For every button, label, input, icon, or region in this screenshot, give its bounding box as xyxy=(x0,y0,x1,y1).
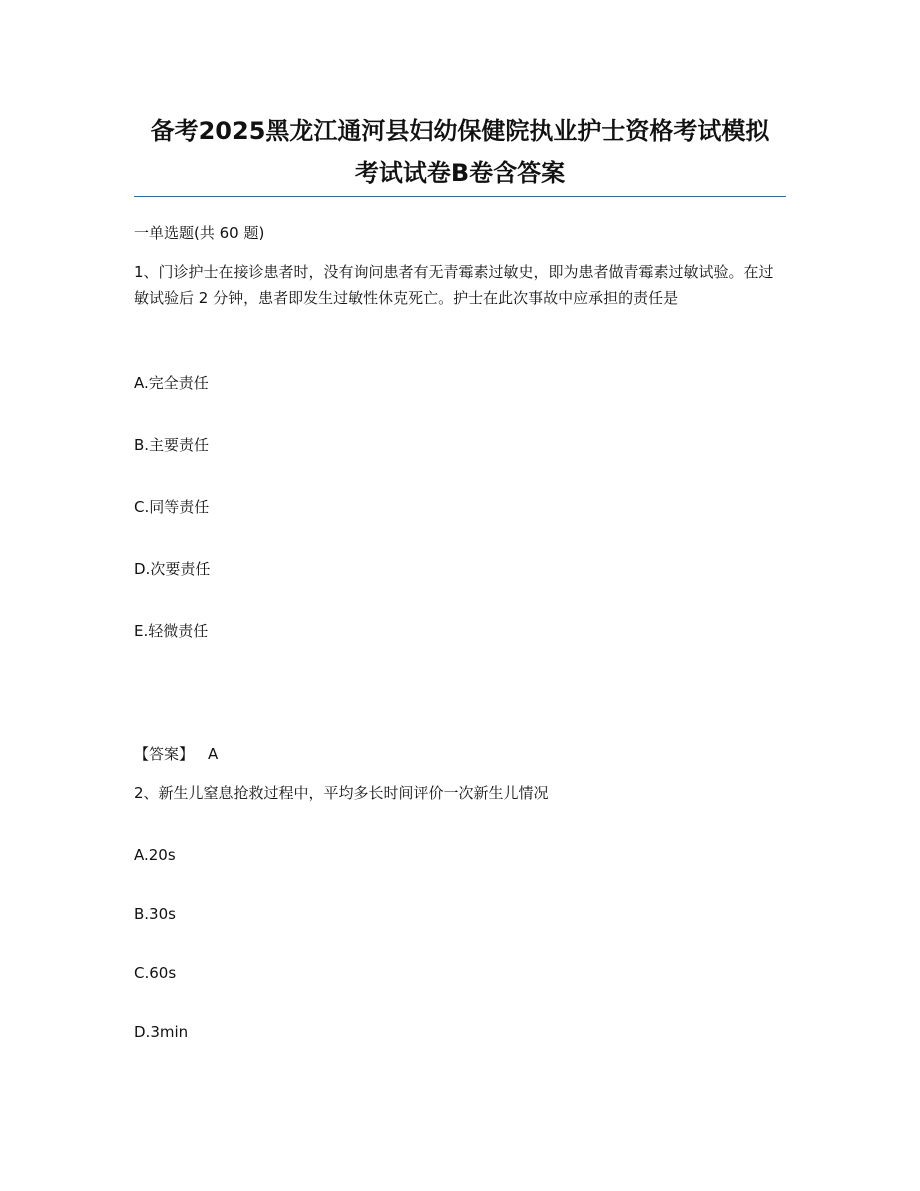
question-1-option-a: A.完全责任 xyxy=(134,374,209,392)
question-2-option-b: B.30s xyxy=(134,905,176,923)
question-1-option-d: D.次要责任 xyxy=(134,560,211,578)
title-line-2: 考试试卷B卷含答案 xyxy=(354,159,566,187)
title-line-1: 备考2025黑龙江通河县妇幼保健院执业护士资格考试模拟 xyxy=(150,117,770,145)
answer-value: A xyxy=(208,745,219,763)
question-1-option-e: E.轻微责任 xyxy=(134,622,209,640)
question-1-option-b: B.主要责任 xyxy=(134,436,210,454)
title-divider xyxy=(134,196,786,197)
answer-label: 【答案】 xyxy=(134,745,195,763)
question-2-option-a: A.20s xyxy=(134,846,176,864)
question-1-text: 1、门诊护士在接诊患者时，没有询问患者有无青霉素过敏史，即为患者做青霉素过敏试验。在过敏试验后 2 分钟，患者即发生过敏性休克死亡。护士在此次事故中应承担的责任是 xyxy=(134,263,774,307)
question-1-answer xyxy=(134,744,218,764)
question-1-option-c: C.同等责任 xyxy=(134,498,210,516)
document-title xyxy=(134,110,786,194)
question-2-text: 2、新生儿窒息抢救过程中，平均多长时间评价一次新生儿情况 xyxy=(134,784,549,802)
question-2-option-c: C.60s xyxy=(134,964,177,982)
section-heading: 一单选题(共 60 题) xyxy=(134,224,265,242)
question-2-option-d: D.3min xyxy=(134,1023,189,1041)
